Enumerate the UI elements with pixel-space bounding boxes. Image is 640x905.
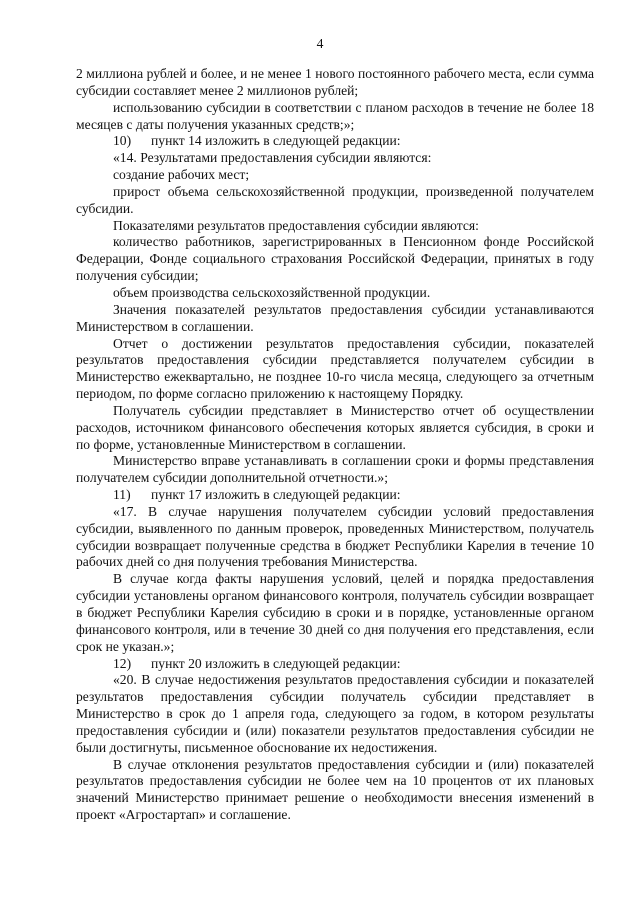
list-item xyxy=(76,487,594,504)
document-body xyxy=(76,66,594,824)
paragraph: Показателями результатов предоставления субсидии являются: xyxy=(113,217,479,233)
paragraph: объем производства сельскохозяйственной продукции. xyxy=(113,284,431,300)
list-item-number: 11) xyxy=(113,487,131,503)
page-number: 4 xyxy=(316,36,324,51)
list-item xyxy=(76,133,594,150)
paragraph: В случае когда факты нарушения условий, целей и порядка предоставления субсидии установлены органом финансового контроля, получатель субсидии возвращает в бюджет Республики Карелия субсидию в сроки и в порядке, установленные органом финансового контроля, или в течение 30 дней со дня получения его представления, если срок не указан.»; xyxy=(76,571,594,654)
paragraph: «20. В случае недостижения результатов предоставления субсидии и показателей результатов предоставления субсидии получатель субсидии представляет в Министерство в срок до 1 апреля года, следующего за годом, в котором результаты предоставления субсидии и (или) показатели результатов предоставления субсидии не были достигнуты, письменное обоснование их недостижения. xyxy=(76,672,594,755)
paragraph: Министерство вправе устанавливать в соглашении сроки и формы представления получателем субсидии дополнительной отчетности.»; xyxy=(76,453,594,486)
paragraph: Отчет о достижении результатов предоставления субсидии, показателей результатов предоставления субсидии представляется получателем субсидии в Министерство ежеквартально, не позднее 10-го числа месяца, следующего за отчетным периодом, по форме согласно приложению к настоящему Порядку. xyxy=(76,335,594,402)
paragraph: Получатель субсидии представляет в Министерство отчет об осуществлении расходов, источником финансового обеспечения которых является субсидия, в сроки и по форме, установленные Министерством в соглашении. xyxy=(76,402,594,452)
paragraph: создание рабочих мест; xyxy=(113,167,250,183)
list-item-number: 10) xyxy=(113,133,132,149)
paragraph: использованию субсидии в соответствии с планом расходов в течение не более 18 месяцев с даты получения указанных средств;»; xyxy=(76,99,594,132)
list-item-number: 12) xyxy=(113,655,132,671)
list-item-text: пункт 14 изложить в следующей редакции: xyxy=(151,133,401,149)
paragraph: «17. В случае нарушения получателем субсидии условий предоставления субсидии, выявленного по данным проверок, проведенных Министерством, получатель субсидии возвращает полученные средства в бюджет Республики Карелия в течение 10 рабочих дней со дня получения требования Министерства. xyxy=(76,503,594,570)
paragraph: Значения показателей результатов предоставления субсидии устанавливаются Министерством в соглашении. xyxy=(76,301,594,334)
list-item-text: пункт 20 изложить в следующей редакции: xyxy=(151,655,401,671)
paragraph: прирост объема сельскохозяйственной продукции, произведенной получателем субсидии. xyxy=(76,183,594,216)
list-item xyxy=(76,656,594,673)
paragraph-continuation: 2 миллиона рублей и более, и не менее 1 нового постоянного рабочего места, если сумма субсидии составляет менее 2 миллионов рублей; xyxy=(76,66,594,98)
list-item-text: пункт 17 изложить в следующей редакции: xyxy=(151,487,401,503)
paragraph: «14. Результатами предоставления субсидии являются: xyxy=(113,150,432,166)
paragraph: В случае отклонения результатов предоставления субсидии и (или) показателей результатов предоставления субсидии не более чем на 10 процентов от их плановых значений Министерство принимает решение о необходимости внесения изменений в проект «Агростартап» и соглашение. xyxy=(76,756,594,823)
paragraph: количество работников, зарегистрированных в Пенсионном фонде Российской Федерации, Фонде социального страхования Российской Федерации, принятых в году получения субсидии; xyxy=(76,234,594,284)
